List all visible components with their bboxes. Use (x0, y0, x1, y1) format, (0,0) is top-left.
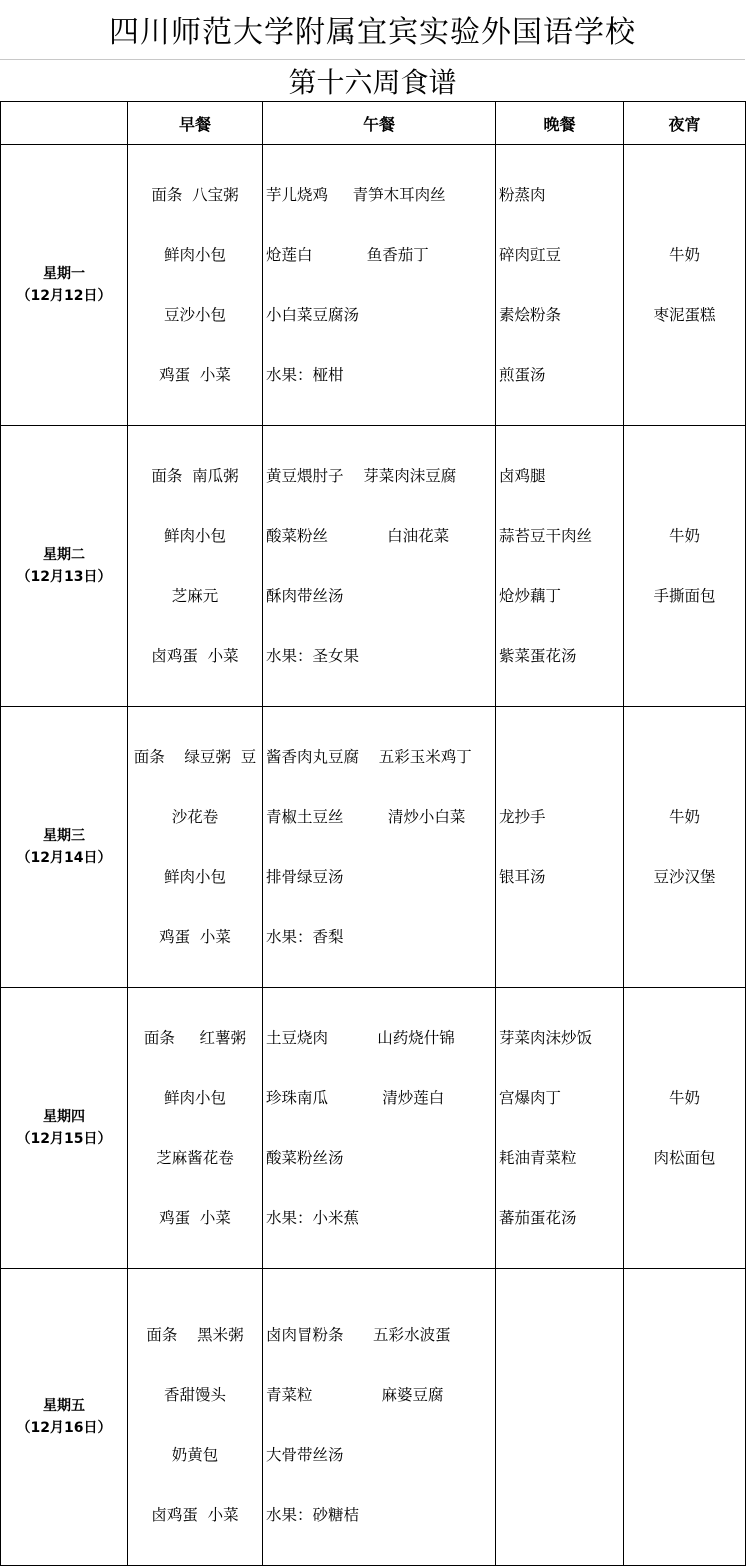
lunch-item: 酸菜粉丝 白油花菜 (266, 527, 450, 545)
breakfast-item: 面条 黑米粥 (146, 1326, 244, 1344)
day-name: 星期四 (43, 1109, 85, 1125)
day-row-thursday (1, 988, 746, 1269)
day-row-monday (1, 145, 746, 426)
night-snack-item: 牛奶 (668, 246, 700, 264)
night-snack-item: 肉松面包 (653, 1149, 716, 1167)
night-snack-cell (624, 1269, 746, 1566)
dinner-cell (496, 988, 624, 1269)
lunch-item: 土豆烧肉 山药烧什锦 (266, 1029, 455, 1047)
menu-table (0, 101, 746, 1566)
breakfast-item: 沙花卷 (171, 808, 219, 826)
breakfast-item: 面条 八宝粥 (151, 186, 239, 204)
day-name: 星期三 (43, 828, 85, 844)
day-row-tuesday (1, 426, 746, 707)
dinner-item: 煎蛋汤 (499, 366, 546, 384)
day-cell (1, 988, 128, 1269)
lunch-item: 排骨绿豆汤 (266, 868, 344, 886)
lunch-item: 水果：圣女果 (266, 647, 360, 665)
lunch-item: 黄豆煨肘子 芽菜肉沫豆腐 (266, 467, 457, 485)
dinner-item: 芽菜肉沫炒饭 (499, 1029, 593, 1047)
lunch-cell (263, 1269, 496, 1566)
day-row-wednesday (1, 707, 746, 988)
night-snack-item: 牛奶 (668, 527, 700, 545)
day-cell (1, 426, 128, 707)
night-snack-cell (624, 707, 746, 988)
dinner-item: 卤鸡腿 (499, 467, 546, 485)
day-date: （12月13日） (16, 569, 112, 585)
day-date: （12月15日） (16, 1131, 112, 1147)
week-title: 第十六周食谱 (0, 59, 745, 102)
breakfast-cell (128, 707, 263, 988)
breakfast-item: 豆沙小包 (163, 306, 226, 324)
dinner-item: 紫菜蛋花汤 (499, 647, 577, 665)
night-snack-cell (624, 145, 746, 426)
lunch-item: 青椒土豆丝 清炒小白菜 (266, 808, 466, 826)
lunch-item: 卤肉冒粉条 五彩水波蛋 (266, 1326, 451, 1344)
lunch-item: 炝莲白 鱼香茄丁 (266, 246, 429, 264)
dinner-cell (496, 145, 624, 426)
breakfast-item: 卤鸡蛋 小菜 (151, 647, 239, 665)
lunch-item: 水果：小米蕉 (266, 1209, 360, 1227)
dinner-item: 耗油青菜粒 (499, 1149, 577, 1167)
lunch-item: 芋儿烧鸡 青笋木耳肉丝 (266, 186, 446, 204)
lunch-item: 酸菜粉丝汤 (266, 1149, 344, 1167)
dinner-item: 宫爆肉丁 (499, 1089, 562, 1107)
breakfast-item: 鲜肉小包 (163, 1089, 226, 1107)
night-snack-cell (624, 426, 746, 707)
day-name: 星期五 (43, 1398, 85, 1414)
dinner-cell (496, 707, 624, 988)
dinner-item: 素烩粉条 (499, 306, 562, 324)
lunch-item: 大骨带丝汤 (266, 1446, 344, 1464)
breakfast-cell (128, 1269, 263, 1566)
day-cell (1, 145, 128, 426)
day-cell (1, 707, 128, 988)
breakfast-cell (128, 426, 263, 707)
dinner-cell (496, 1269, 624, 1566)
breakfast-item: 奶黄包 (171, 1446, 219, 1464)
header-night-snack: 夜宵 (624, 102, 746, 145)
lunch-cell (263, 707, 496, 988)
breakfast-item: 芝麻酱花卷 (156, 1149, 234, 1167)
dinner-item: 炝炒藕丁 (499, 587, 562, 605)
breakfast-item: 卤鸡蛋 小菜 (151, 1506, 239, 1524)
dinner-item: 龙抄手 (499, 808, 546, 826)
dinner-item: 蕃茄蛋花汤 (499, 1209, 577, 1227)
dinner-item: 粉蒸肉 (499, 186, 546, 204)
lunch-item: 水果：砂糖桔 (266, 1506, 360, 1524)
lunch-item: 青菜粒 麻婆豆腐 (266, 1386, 444, 1404)
breakfast-item: 香甜馒头 (163, 1386, 226, 1404)
lunch-item: 水果：桠柑 (266, 366, 344, 384)
day-cell (1, 1269, 128, 1566)
breakfast-cell (128, 988, 263, 1269)
night-snack-item: 手撕面包 (653, 587, 716, 605)
breakfast-item: 鲜肉小包 (163, 527, 226, 545)
breakfast-item: 鸡蛋 小菜 (159, 1209, 231, 1227)
dinner-item: 碎肉豇豆 (499, 246, 562, 264)
breakfast-item: 面条 南瓜粥 (151, 467, 239, 485)
lunch-item: 水果：香梨 (266, 928, 344, 946)
day-date: （12月12日） (16, 288, 112, 304)
breakfast-item: 鲜肉小包 (163, 868, 226, 886)
school-title: 四川师范大学附属宜宾实验外国语学校 (109, 15, 636, 50)
dinner-item: 蒜苔豆干肉丝 (499, 527, 593, 545)
header-blank (1, 102, 128, 145)
header-breakfast: 早餐 (128, 102, 263, 145)
lunch-cell (263, 145, 496, 426)
day-row-friday (1, 1269, 746, 1566)
breakfast-item: 鸡蛋 小菜 (159, 928, 231, 946)
lunch-item: 珍珠南瓜 清炒莲白 (266, 1089, 445, 1107)
breakfast-item: 面条 红薯粥 (143, 1029, 247, 1047)
breakfast-item: 面条 绿豆粥 豆 (133, 748, 257, 766)
day-date: （12月14日） (16, 850, 112, 866)
night-snack-item: 枣泥蛋糕 (653, 306, 716, 324)
night-snack-item: 牛奶 (668, 1089, 700, 1107)
header-dinner: 晚餐 (496, 102, 624, 145)
breakfast-cell (128, 145, 263, 426)
dinner-item: 银耳汤 (499, 868, 546, 886)
header-row (1, 102, 746, 145)
header-lunch: 午餐 (263, 102, 496, 145)
night-snack-item: 牛奶 (668, 808, 700, 826)
breakfast-item: 鸡蛋 小菜 (159, 366, 231, 384)
lunch-item: 酥肉带丝汤 (266, 587, 344, 605)
day-name: 星期一 (43, 266, 85, 282)
day-date: （12月16日） (16, 1420, 112, 1436)
dinner-cell (496, 426, 624, 707)
night-snack-item: 豆沙汉堡 (653, 868, 716, 886)
night-snack-cell (624, 988, 746, 1269)
lunch-item: 酱香肉丸豆腐 五彩玉米鸡丁 (266, 748, 472, 766)
breakfast-item: 鲜肉小包 (163, 246, 226, 264)
lunch-cell (263, 988, 496, 1269)
day-name: 星期二 (43, 547, 85, 563)
lunch-item: 小白菜豆腐汤 (266, 306, 360, 324)
breakfast-item: 芝麻元 (171, 587, 219, 605)
lunch-cell (263, 426, 496, 707)
